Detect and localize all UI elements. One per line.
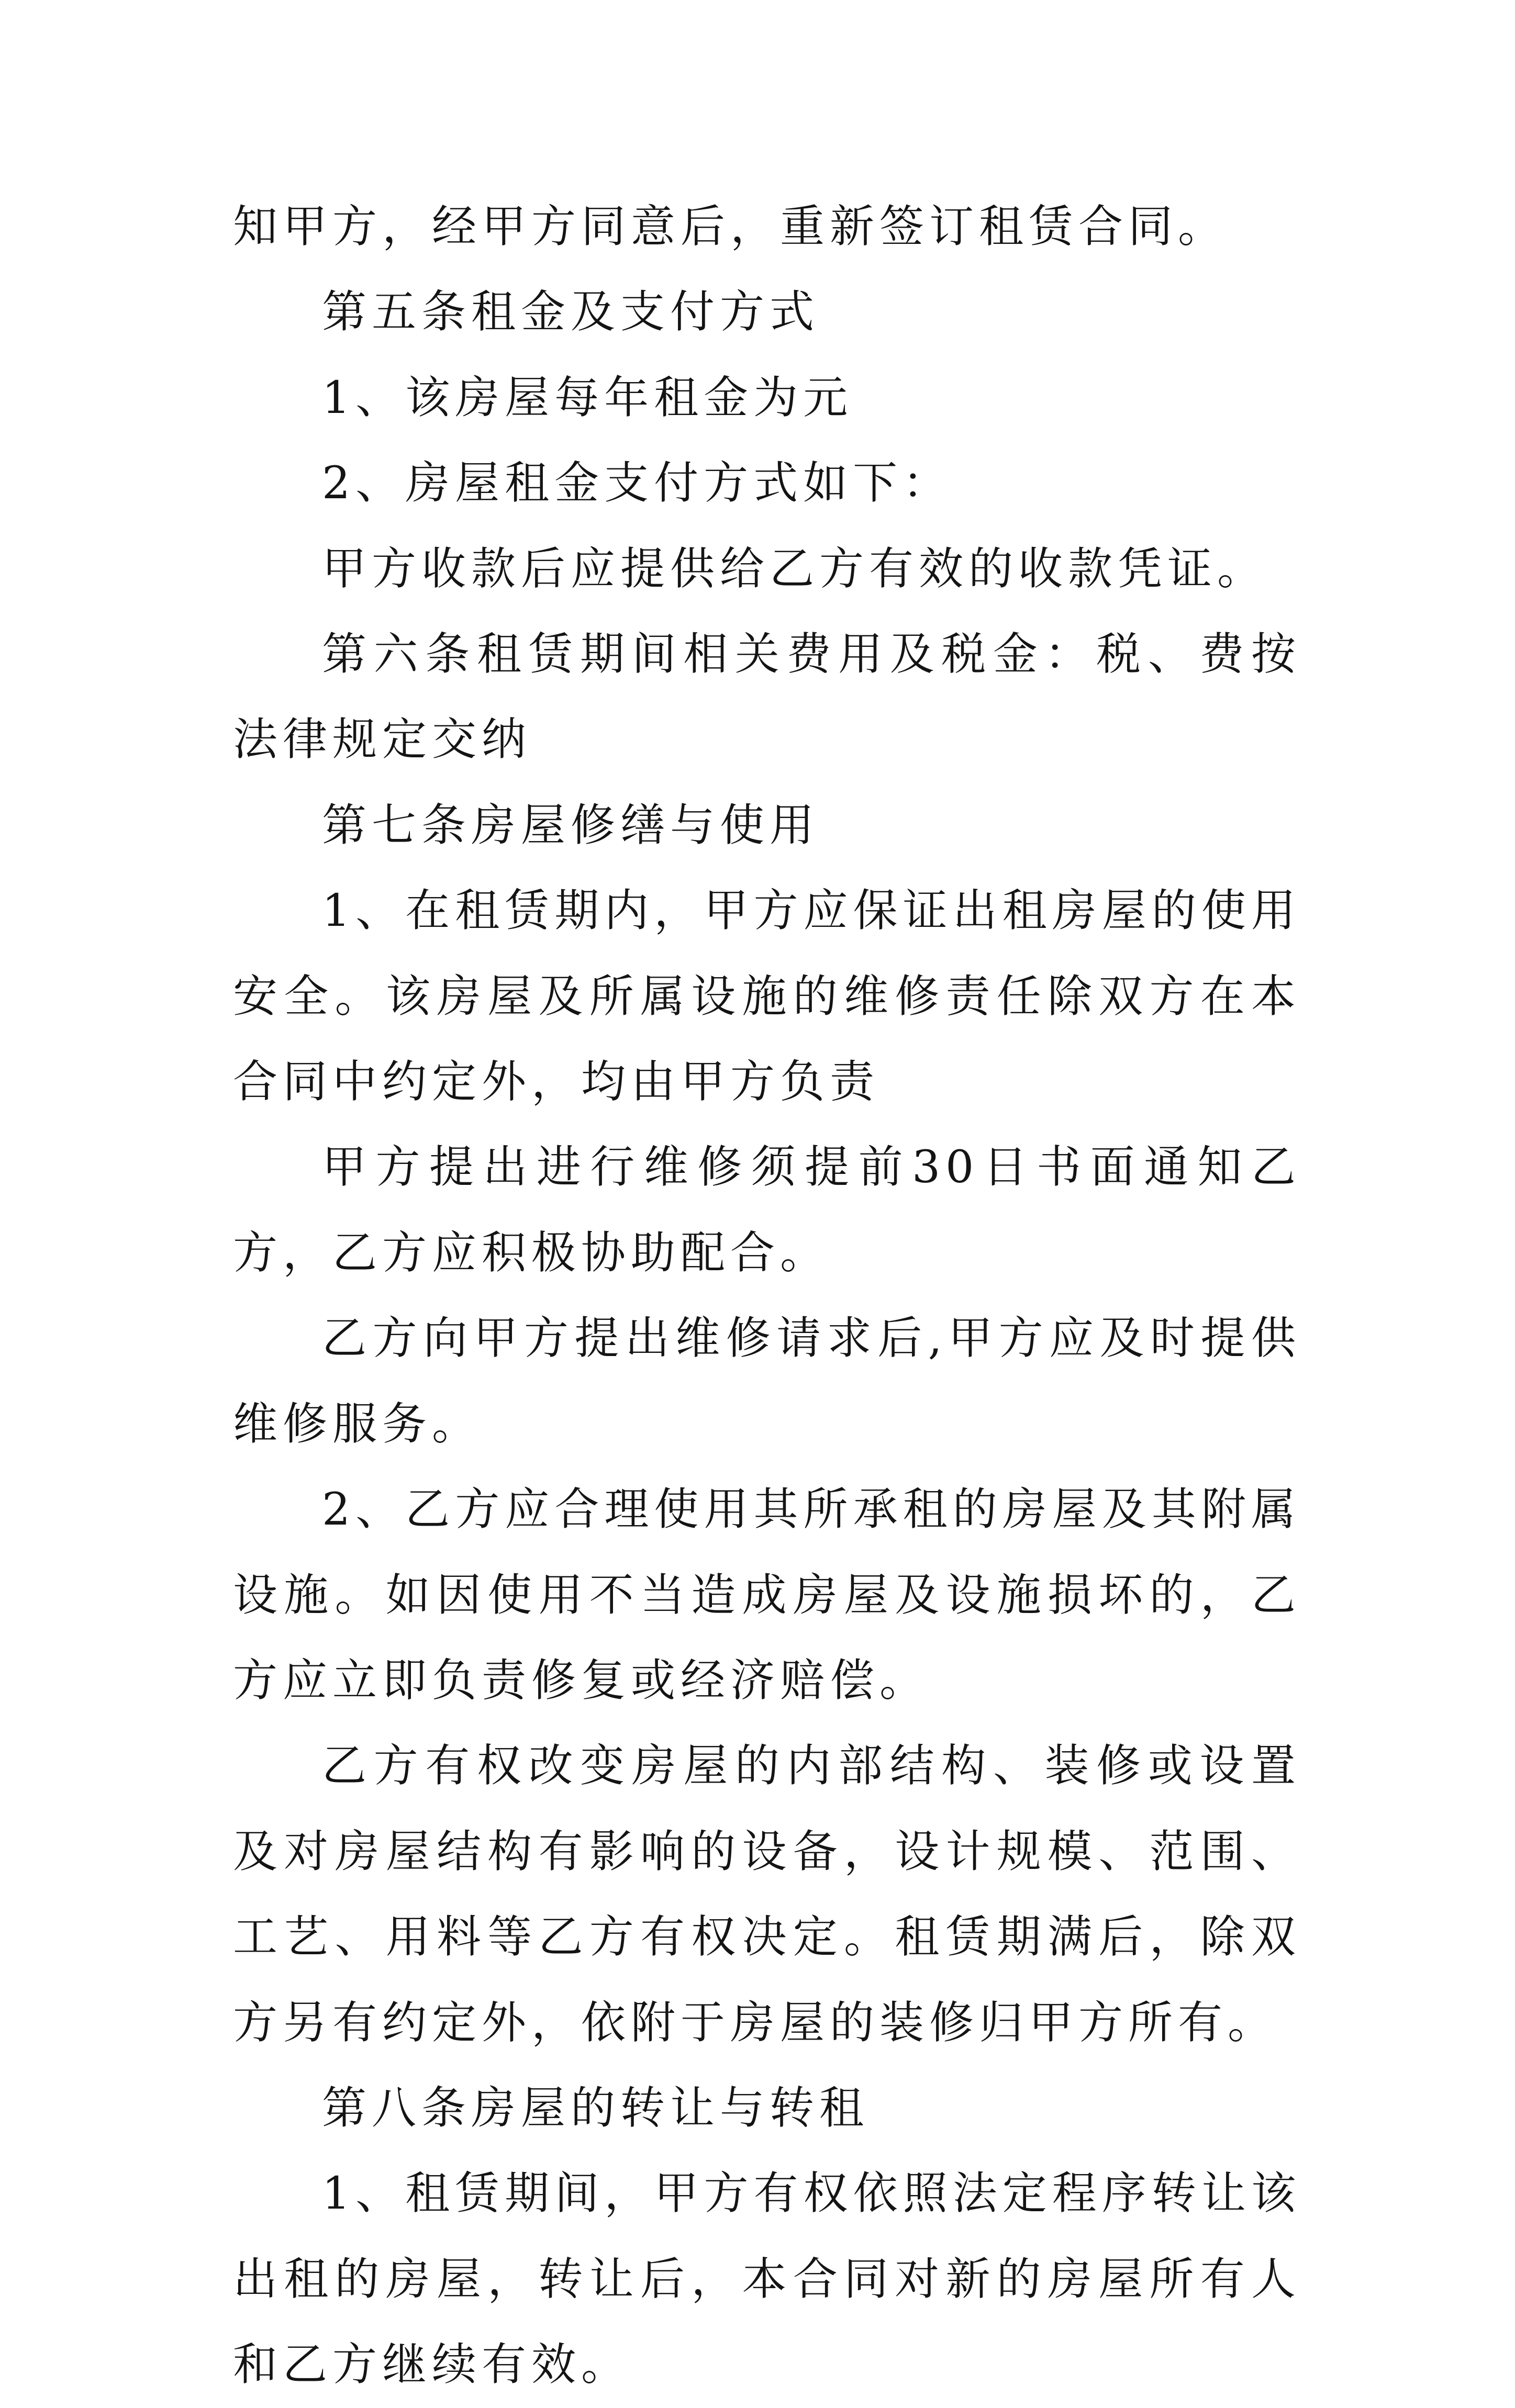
paragraph: 1、租赁期间，甲方有权依照法定程序转让该出租的房屋，转让后，本合同对新的房屋所有人和乙方继续有效。 [233, 2168, 1301, 2391]
paragraph: 1、该房屋每年租金为元 [322, 372, 853, 424]
paragraph: 乙方向甲方提出维修请求后,甲方应及时提供维修服务。 [233, 1313, 1301, 1450]
paragraph: 2、乙方应合理使用其所承租的房屋及其附属设施。如因使用不当造成房屋及设施损坏的，乙方应立即负责修复或经济赔偿。 [233, 1484, 1301, 1707]
section-heading: 第八条房屋的转让与转租 [322, 2082, 870, 2134]
paragraph: 1、在租赁期内，甲方应保证出租房屋的使用安全。该房屋及所属设施的维修责任除双方在本合同中约定外，均由甲方负责 [233, 885, 1301, 1108]
section-heading: 第五条租金及支付方式 [322, 286, 820, 339]
paragraph: 乙方有权改变房屋的内部结构、装修或设置及对房屋结构有影响的设备，设计规模、范围、工艺、用料等乙方有权决定。租赁期满后，除双方另有约定外，依附于房屋的装修归甲方所有。 [233, 1740, 1301, 2049]
document-body [233, 184, 1301, 2408]
paragraph: 甲方提出进行维修须提前30日书面通知乙方，乙方应积极协助配合。 [233, 1141, 1301, 1279]
section-heading: 第七条房屋修缮与使用 [322, 799, 820, 852]
paragraph: 2、房屋租金支付方式如下： [322, 457, 953, 510]
paragraph: 知甲方，经甲方同意后，重新签订租赁合同。 [233, 201, 1228, 253]
section-heading: 第六条租赁期间相关费用及税金：税、费按法律规定交纳 [233, 629, 1301, 766]
paragraph: 甲方收款后应提供给乙方有效的收款凭证。 [322, 543, 1267, 595]
